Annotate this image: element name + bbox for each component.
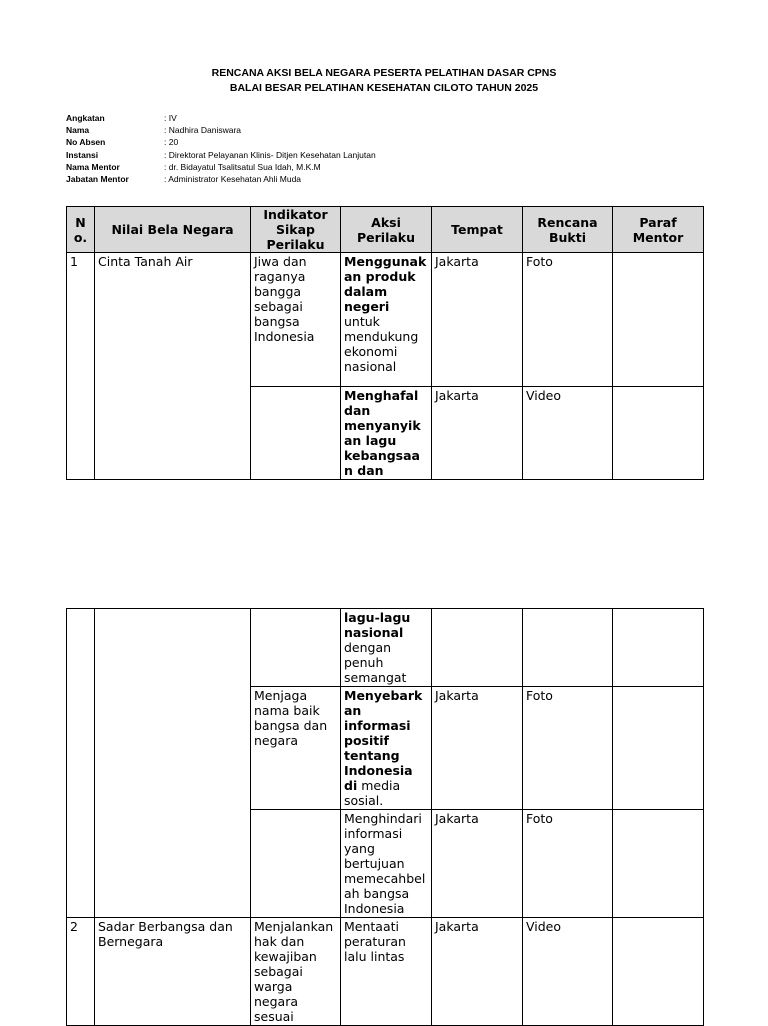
document-title-line-2: BALAI BESAR PELATIHAN KESEHATAN CILOTO TAHUN 2025 [229,82,539,94]
table-row [67,918,704,1026]
info-value: : IV [164,112,177,124]
info-label: Nama [66,125,90,136]
aksi-bold-text: Menggunakan produk dalam negeri [344,254,427,314]
cell-paraf [613,253,704,387]
header-no: N o. [67,207,95,253]
cell-indikator [251,810,341,918]
info-row-jabatan-mentor [66,173,376,185]
table-header-row [67,207,704,253]
info-row-nama-mentor [66,161,376,173]
cell-no [67,609,95,918]
document-title-line-1: RENCANA AKSI BELA NEGARA PESERTA PELATIHAN DASAR CPNS [211,67,557,79]
aksi-text: untuk mendukung ekonomi nasional [344,314,419,374]
cell-nilai: Cinta Tanah Air [95,253,251,480]
cell-no: 2 [67,918,95,1026]
cell-nilai [95,609,251,918]
action-plan-table-page-2 [66,608,704,1026]
info-label: No Absen [66,137,106,148]
aksi-bold-text: lagu-lagu nasional [344,610,411,640]
cell-aksi: Mentaati peraturan lalu lintas [341,918,432,1026]
cell-indikator [251,387,341,480]
cell-bukti: Video [523,918,613,1026]
cell-nilai: Sadar Berbangsa dan Bernegara [95,918,251,1026]
cell-tempat: Jakarta [432,387,523,480]
cell-tempat: Jakarta [432,810,523,918]
cell-aksi [341,609,432,687]
cell-paraf [613,810,704,918]
cell-aksi: Menghindari informasi yang bertujuan memecahbelah bangsa Indonesia [341,810,432,918]
cell-tempat: Jakarta [432,253,523,387]
table-row [67,253,704,387]
cell-paraf [613,918,704,1026]
info-row-no-absen [66,136,376,148]
info-value: : Administrator Kesehatan Ahli Muda [164,173,301,185]
action-plan-table-page-1 [66,206,704,480]
cell-indikator: Menjaga nama baik bangsa dan negara [251,687,341,810]
info-label: Instansi [66,149,99,160]
header-aksi-perilaku: Aksi Perilaku [341,207,432,253]
cell-bukti: Video [523,387,613,480]
cell-indikator: Menjalankan hak dan kewajiban sebagai warga negara sesuai [251,918,341,1026]
cell-indikator: Jiwa dan raganya bangga sebagai bangsa Indonesia [251,253,341,387]
info-value: : Nadhira Daniswara [164,124,241,136]
header-tempat: Tempat [432,207,523,253]
aksi-bold-text: Menghafal dan menyanyikan lagu kebangsaan dan [344,388,421,478]
cell-aksi [341,253,432,387]
header-paraf-mentor: Paraf Mentor [613,207,704,253]
cell-aksi [341,387,432,480]
cell-bukti: Foto [523,253,613,387]
info-row-angkatan [66,112,376,124]
participant-info [66,112,376,185]
header-rencana-bukti: Rencana Bukti [523,207,613,253]
cell-indikator [251,609,341,687]
cell-paraf [613,387,704,480]
header-indikator: Indikator Sikap Perilaku [251,207,341,253]
info-value: : 20 [164,136,178,148]
info-label: Jabatan Mentor [66,174,129,185]
cell-paraf [613,687,704,810]
aksi-text: dengan penuh semangat [344,640,407,685]
cell-bukti: Foto [523,810,613,918]
cell-no: 1 [67,253,95,480]
aksi-bold-text: Menyebarkan informasi positif tentang Indonesia di [344,688,423,793]
cell-bukti [523,609,613,687]
info-label: Nama Mentor [66,161,120,172]
cell-tempat [432,609,523,687]
info-row-instansi [66,149,376,161]
info-row-nama [66,124,376,136]
cell-aksi [341,687,432,810]
aksi-text: media sosial. [344,778,401,808]
table-row [67,609,704,687]
cell-bukti: Foto [523,687,613,810]
cell-paraf [613,609,704,687]
info-value: : dr. Bidayatul Tsalitsatul Sua Idah, M.K.M [164,161,321,173]
cell-tempat: Jakarta [432,918,523,1026]
info-label: Angkatan [66,113,105,123]
info-value: : Direktorat Pelayanan Klinis- Ditjen Kesehatan Lanjutan [164,149,376,161]
header-nilai-bela-negara: Nilai Bela Negara [95,207,251,253]
cell-tempat: Jakarta [432,687,523,810]
